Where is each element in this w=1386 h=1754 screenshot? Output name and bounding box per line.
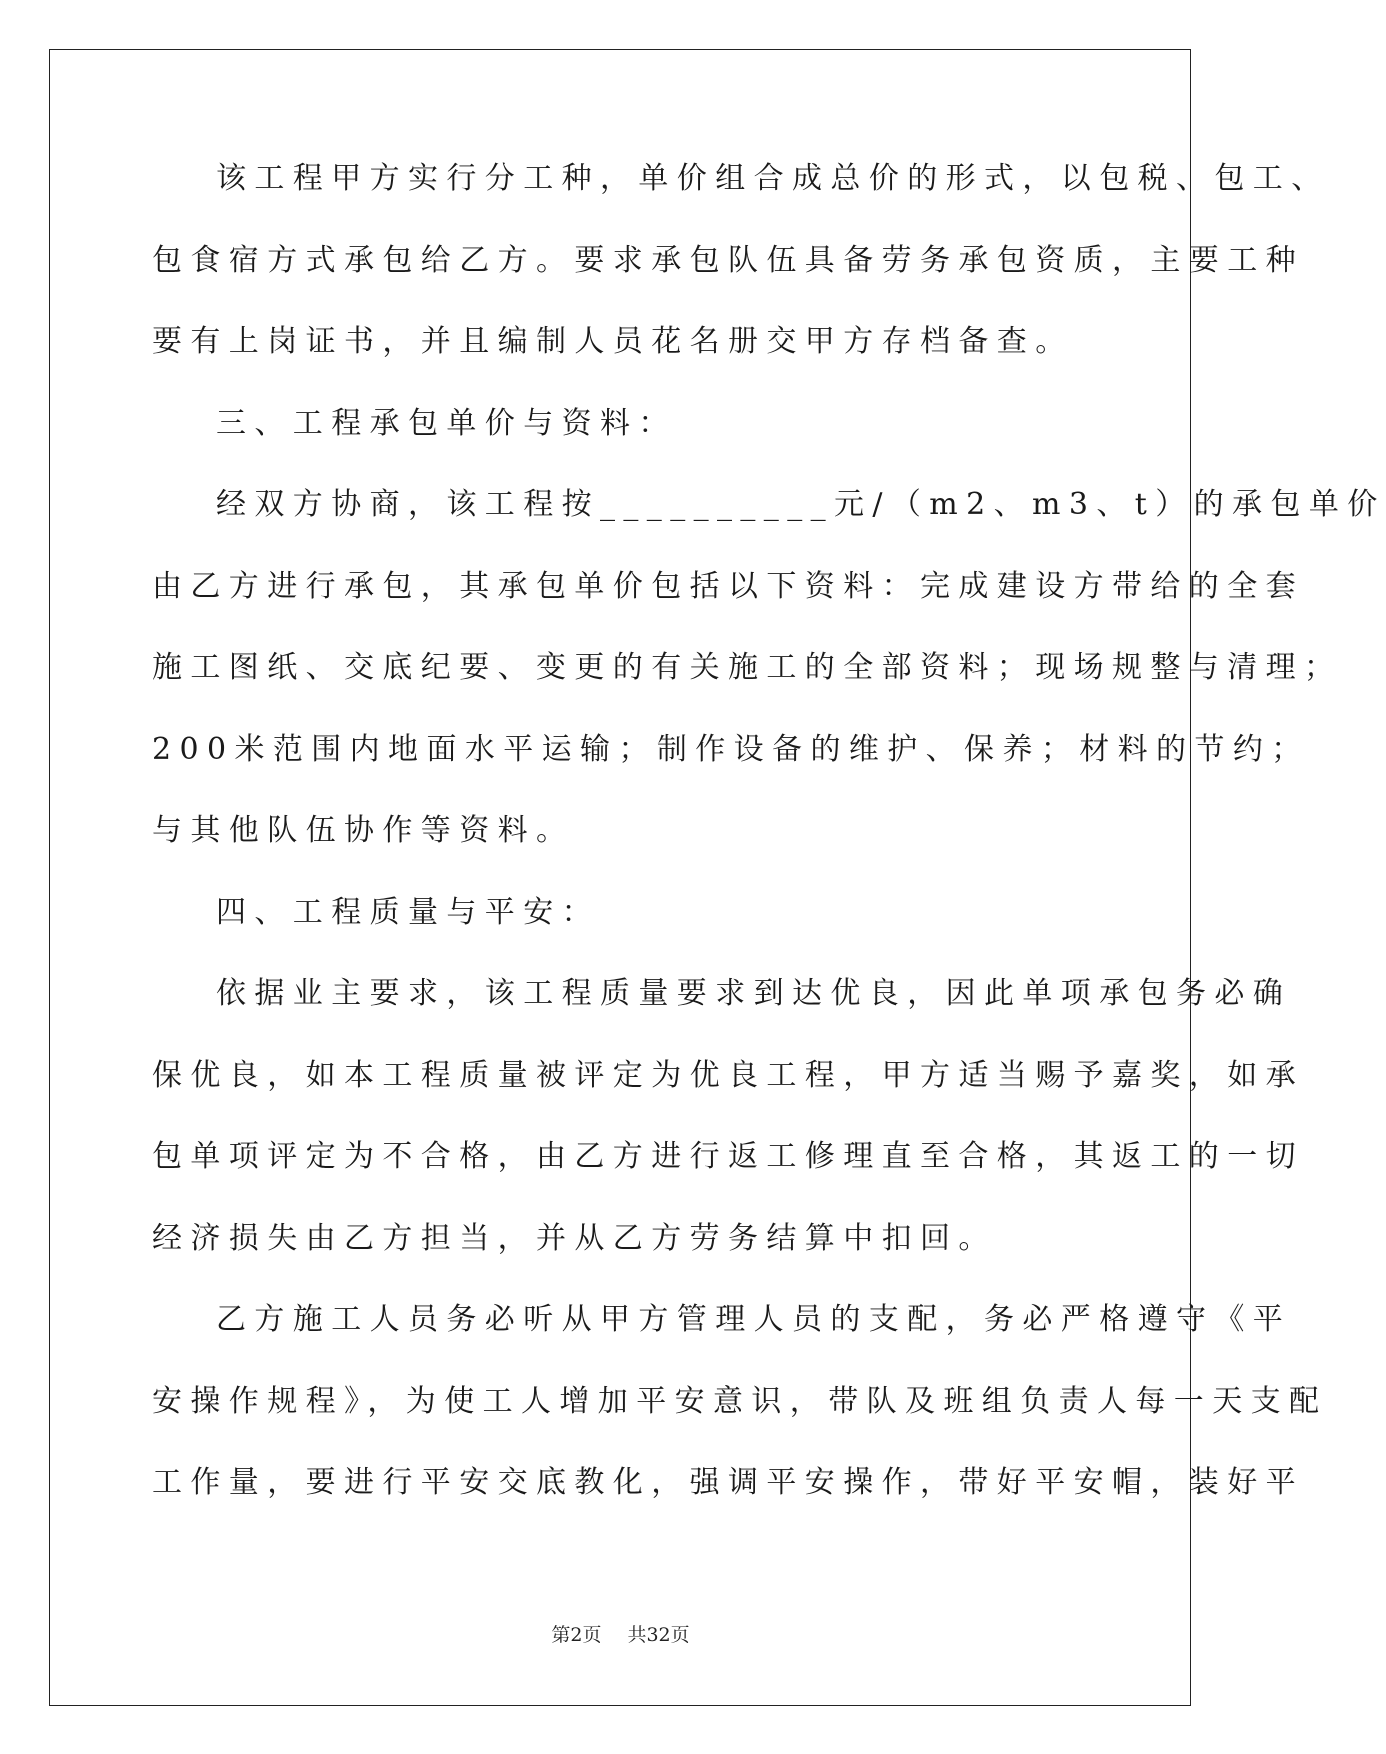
page-footer [0, 1623, 1241, 1647]
section-heading: 四、工程质量与平安： [216, 894, 600, 930]
paragraph-line: 乙方施工人员务必听从甲方管理人员的支配，务必严格遵守《平 [216, 1302, 1292, 1337]
paragraph-line: 由乙方进行承包，其承包单价包括以下资料：完成建设方带给的全套 [152, 568, 1304, 604]
paragraph-line: 包单项评定为不合格，由乙方进行返工修理直至合格，其返工的一切 [152, 1139, 1304, 1174]
paragraph-line: 200米范围内地面水平运输；制作设备的维护、保养；材料的节约； [152, 731, 1310, 767]
document-body [152, 159, 1386, 1545]
paragraph-line: 保优良，如本工程质量被评定为优良工程，甲方适当赐予嘉奖，如承 [152, 1057, 1304, 1093]
paragraph-line: 依据业主要求，该工程质量要求到达优良，因此单项承包务必确 [216, 976, 1292, 1011]
paragraph-line: 该工程甲方实行分工种，单价组合成总价的形式，以包税、包工、 [216, 161, 1330, 196]
paragraph-line: 安操作规程》，为使工人增加平安意识，带队及班组负责人每一天支配 [152, 1383, 1328, 1419]
page-number: 第2页 [551, 1624, 602, 1646]
section-heading: 三、工程承包单价与资料： [216, 405, 677, 441]
paragraph-line: 经济损失由乙方担当，并从乙方劳务结算中扣回。 [152, 1220, 997, 1256]
paragraph-line: 经双方协商，该工程按__________元/（m2、m3、t）的承包单价 [216, 487, 1386, 522]
paragraph-line: 工作量，要进行平安交底教化，强调平安操作，带好平安帽，装好平 [152, 1465, 1304, 1500]
paragraph-line: 施工图纸、交底纪要、变更的有关施工的全部资料；现场规整与清理； [152, 650, 1343, 685]
page-total: 共32页 [627, 1624, 690, 1646]
paragraph-line: 包食宿方式承包给乙方。要求承包队伍具备劳务承包资质，主要工种 [152, 242, 1304, 278]
paragraph-line: 要有上岗证书，并且编制人员花名册交甲方存档备查。 [152, 324, 1074, 359]
paragraph-line: 与其他队伍协作等资料。 [152, 813, 575, 848]
